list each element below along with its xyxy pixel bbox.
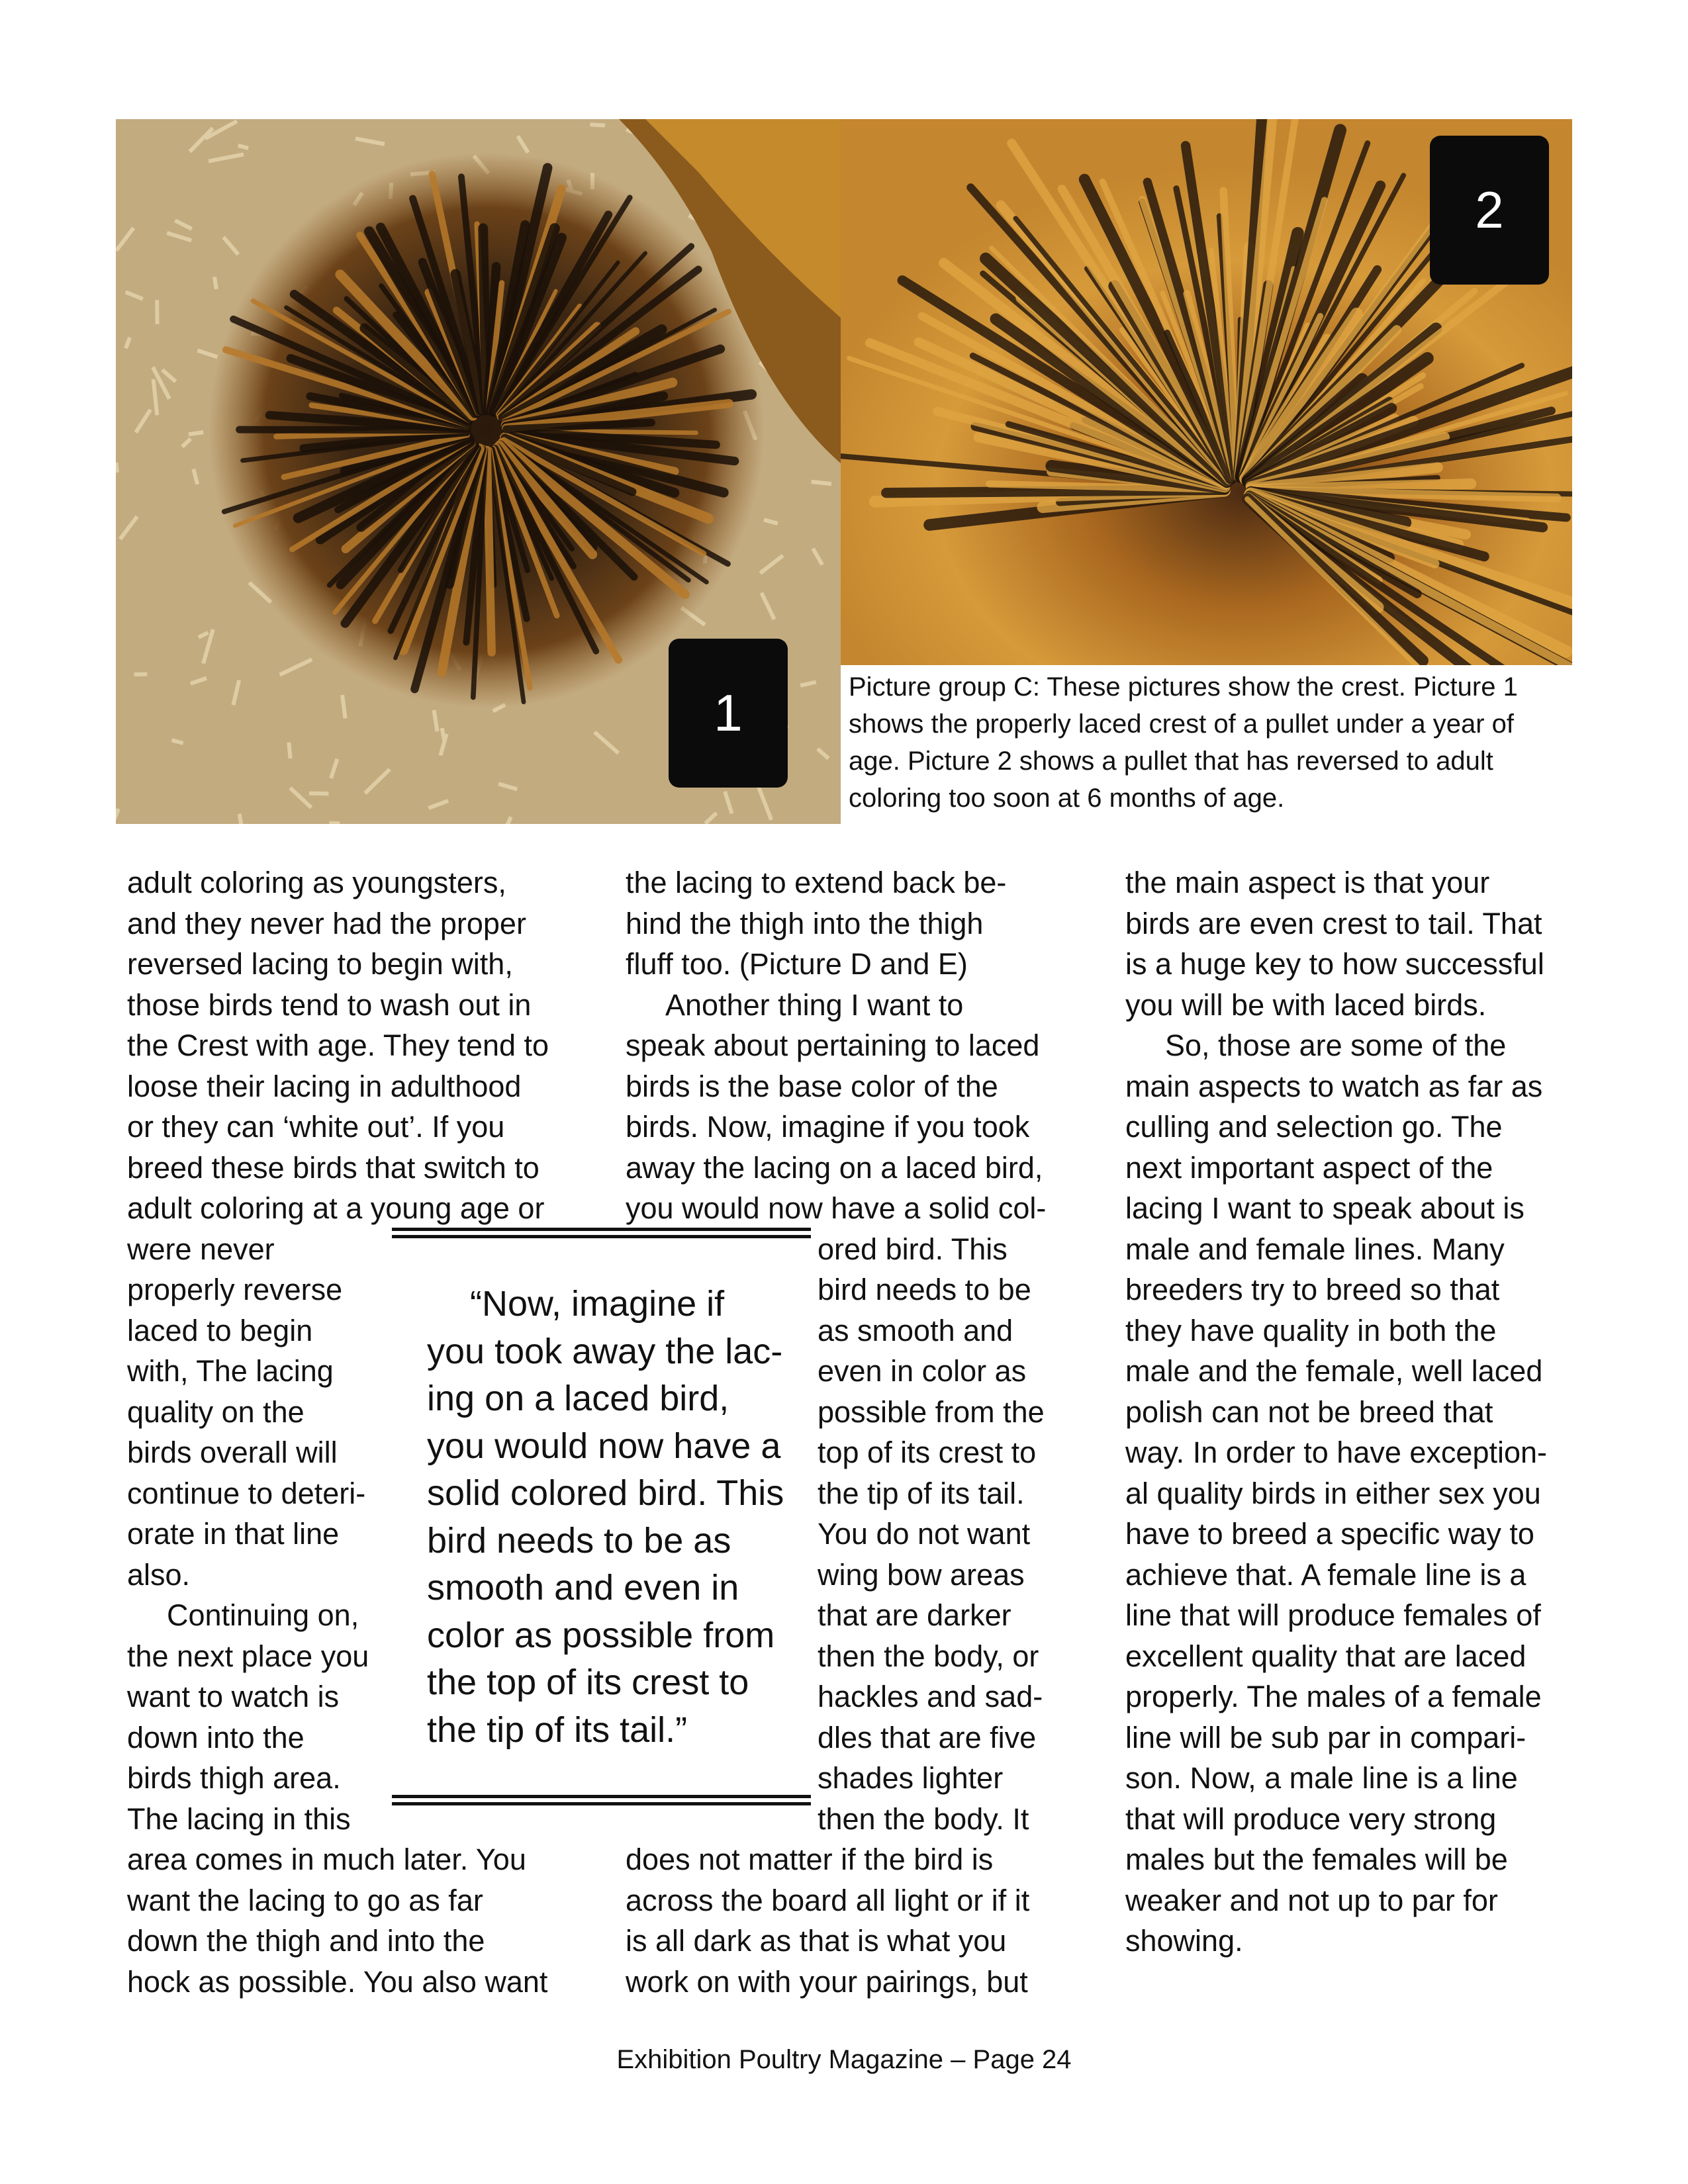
text-line: orate in that line [127,1517,340,1551]
text-line: hackles and sad- [818,1680,1043,1713]
text-line: that are darker [818,1598,1011,1632]
text-line: birds is the base color of the [626,1069,998,1103]
text-line: excellent quality that are laced [1125,1639,1526,1673]
text-line: culling and selection go. The [1125,1110,1503,1144]
text-line: ored bird. This [818,1232,1008,1266]
text-line: The lacing in this [127,1801,351,1836]
text-line: or they can ‘white out’. If you [127,1110,505,1144]
text-line: fluff too. (Picture D and E) [626,947,968,981]
text-line: loose their lacing in adulthood [127,1069,522,1103]
text-line: were never [127,1232,275,1266]
text-line: is all dark as that is what you [626,1924,1007,1958]
pull-quote-line: color as possible from [427,1615,775,1655]
text-line: then the body, or [818,1639,1039,1673]
text-line: way. In order to have exception- [1125,1435,1548,1469]
text-line: male and the female, well laced [1125,1354,1543,1388]
text-line: al quality birds in either sex you [1125,1476,1541,1510]
pull-quote-line: smooth and even in [427,1568,739,1608]
text-line: breed these birds that switch to [127,1150,539,1185]
text-line: area comes in much later. You [127,1843,526,1876]
text-line: the main aspect is that your [1125,866,1490,899]
text-line: you will be with laced birds. [1125,987,1487,1022]
text-line: possible from the [818,1394,1045,1429]
text-line: Another thing I want to [665,987,964,1022]
text-line: Continuing on, [167,1598,359,1632]
text-line: those birds tend to wash out in [127,987,532,1022]
text-line: continue to deteri- [127,1476,366,1510]
text-line: lacing I want to speak about is [1125,1191,1524,1225]
text-line: line that will produce females of [1125,1598,1541,1632]
text-line: the Crest with age. They tend to [127,1028,549,1062]
text-line: and they never had the proper [127,906,526,940]
text-line: quality on the [127,1394,305,1429]
text-line: properly. The males of a female [1125,1680,1542,1713]
picture-number-badge-1: 1 [669,639,788,788]
pull-quote-line: bird needs to be as [427,1520,731,1561]
text-line: male and female lines. Many [1125,1232,1505,1266]
text-line: showing. [1125,1924,1243,1958]
text-line: son. Now, a male line is a line [1125,1761,1518,1795]
text-line: hind the thigh into the thigh [626,906,984,940]
text-line: weaker and not up to par for [1125,1883,1498,1917]
text-line: dles that are five [818,1720,1037,1754]
text-line: bird needs to be [818,1273,1031,1306]
text-line: then the body. It [818,1801,1029,1836]
text-line: the tip of its tail. [818,1476,1025,1510]
text-line: they have quality in both the [1125,1313,1497,1347]
text-line: across the board all light or if it [626,1883,1030,1917]
text-line: line will be sub par in compari- [1125,1720,1526,1754]
text-line: You do not want [818,1517,1031,1551]
text-line: the next place you [127,1639,369,1673]
text-line: shades lighter [818,1761,1004,1795]
text-column-3 [1125,862,1547,1962]
pull-quote-line: you would now have a [427,1426,781,1466]
text-line: adult coloring at a young age or [127,1191,545,1225]
text-line: is a huge key to how successful [1125,947,1544,981]
pull-quote [427,1281,804,1754]
text-line: birds thigh area. [127,1761,341,1795]
picture-number-badge-2: 2 [1430,136,1549,285]
text-line: with, The lacing [127,1354,334,1388]
text-line: does not matter if the bird is [626,1843,994,1876]
text-line: hock as possible. You also want [127,1964,548,1999]
text-line: polish can not be breed that [1125,1394,1493,1429]
text-line: you would now have a solid col- [626,1191,1047,1225]
text-line: next important aspect of the [1125,1150,1493,1185]
text-line: reversed lacing to begin with, [127,947,513,981]
text-line: So, those are some of the [1165,1028,1507,1062]
text-line: birds overall will [127,1435,338,1469]
picture-caption: Picture group C: These pictures show the crest. Picture 1 shows the properly laced crest of a pullet under a year of age. Picture 2 shows a pullet that has reversed to adult coloring too soon at 6 months of age. [849,672,1518,813]
pull-quote-line: ing on a laced bird, [427,1379,729,1418]
pull-quote-bottom-rule [392,1795,811,1805]
text-line: adult coloring as youngsters, [127,866,506,899]
text-line: main aspects to watch as far as [1125,1069,1543,1103]
text-line: even in color as [818,1354,1027,1388]
text-line: speak about pertaining to laced [626,1028,1040,1062]
pull-quote-line: the top of its crest to [427,1662,749,1702]
text-line: down into the [127,1720,305,1754]
text-line: away the lacing on a laced bird, [626,1150,1043,1185]
text-line: males but the females will be [1125,1843,1508,1876]
text-line: achieve that. A female line is a [1125,1557,1526,1592]
text-line: down the thigh and into the [127,1924,485,1958]
text-line: laced to begin [127,1313,313,1347]
page-footer: Exhibition Poultry Magazine – Page 24 [616,2045,1072,2074]
text-line: want the lacing to go as far [127,1883,483,1917]
text-line: as smooth and [818,1313,1013,1347]
pull-quote-line: solid colored bird. This [427,1473,784,1513]
text-line: birds. Now, imagine if you took [626,1110,1030,1144]
pull-quote-line: the tip of its tail.” [427,1709,688,1750]
text-line: top of its crest to [818,1435,1037,1469]
text-line: properly reverse [127,1273,343,1306]
pull-quote-line: “Now, imagine if [470,1284,725,1324]
text-line: wing bow areas [818,1557,1025,1592]
text-line: that will produce very strong [1125,1801,1497,1836]
text-line: work on with your pairings, but [626,1964,1028,1999]
pull-quote-line: you took away the lac- [427,1331,783,1371]
text-line: also. [127,1557,191,1592]
text-line: breeders try to breed so that [1125,1273,1500,1306]
text-line: birds are even crest to tail. That [1125,906,1542,940]
text-line: have to breed a specific way to [1125,1517,1534,1551]
text-line: the lacing to extend back be- [626,866,1007,899]
pull-quote-top-rule [392,1228,811,1238]
text-line: want to watch is [127,1680,340,1713]
